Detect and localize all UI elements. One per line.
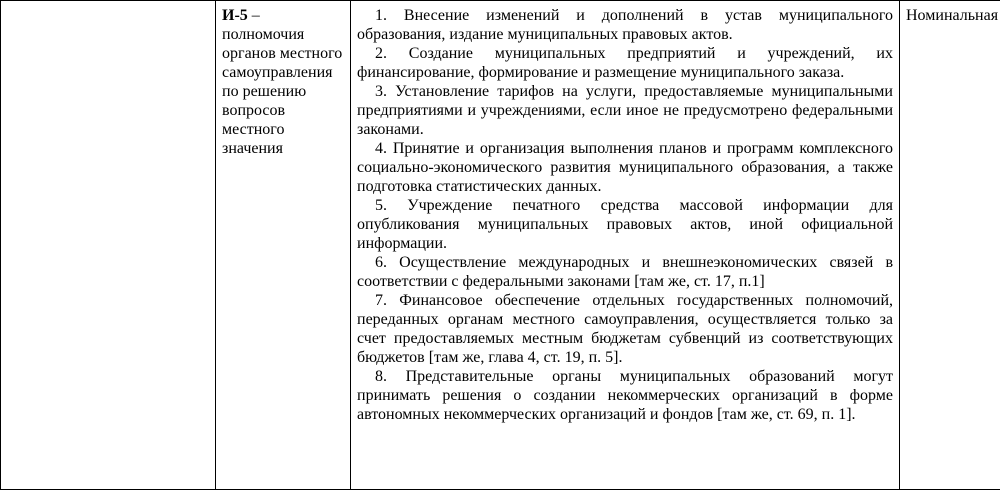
scale-type: Номинальная — [906, 7, 999, 24]
table-row — [1, 1, 1000, 490]
items-cell — [351, 1, 900, 490]
list-item: 4. Принятие и организация выполнения планов и программ комплексного социально-экономического развития муниципального образования, а также подготовка статистических данных. — [357, 140, 893, 195]
indicator-dash: – — [247, 7, 260, 24]
list-item: 7. Финансовое обеспечение отдельных государственных полномочий, переданных органам местного самоуправления, осуществляется только за счет предоставляемых местным бюджетам субвенций из соответствующих бюджетов [там же, глава 4, ст. 19, п. 5]. — [357, 292, 893, 366]
indicator-cell — [216, 1, 351, 490]
list-item: 8. Представительные органы муниципальных образований могут принимать решения о создании некоммерческих организаций в форме автономных некоммерческих организаций и фондов [там же, ст. 69, п. 1]. — [357, 368, 893, 423]
list-item: 2. Создание муниципальных предприятий и учреждений, их финансирование, формирование и размещение муниципального заказа. — [357, 45, 893, 81]
list-item: 1. Внесение изменений и дополнений в устав муниципального образования, издание муниципальных правовых актов. — [357, 7, 893, 43]
indicator-code: И-5 — [222, 7, 248, 24]
list-item: 3. Установление тарифов на услуги, предоставляемые муниципальными предприятиями и учреждениями, если иное не предусмотрено федеральными законами. — [357, 83, 893, 138]
empty-cell — [1, 1, 216, 490]
list-item: 5. Учреждение печатного средства массовой информации для опубликования муниципальных правовых актов, иной официальной информации. — [357, 197, 893, 252]
scale-cell — [900, 1, 1000, 490]
list-item: 6. Осуществление международных и внешнеэкономических связей в соответствии с федеральными законами [там же, ст. 17, п.1] — [357, 254, 893, 290]
indicator-description: полномочия органов местного самоуправления по решению вопросов местного значения — [222, 26, 343, 157]
